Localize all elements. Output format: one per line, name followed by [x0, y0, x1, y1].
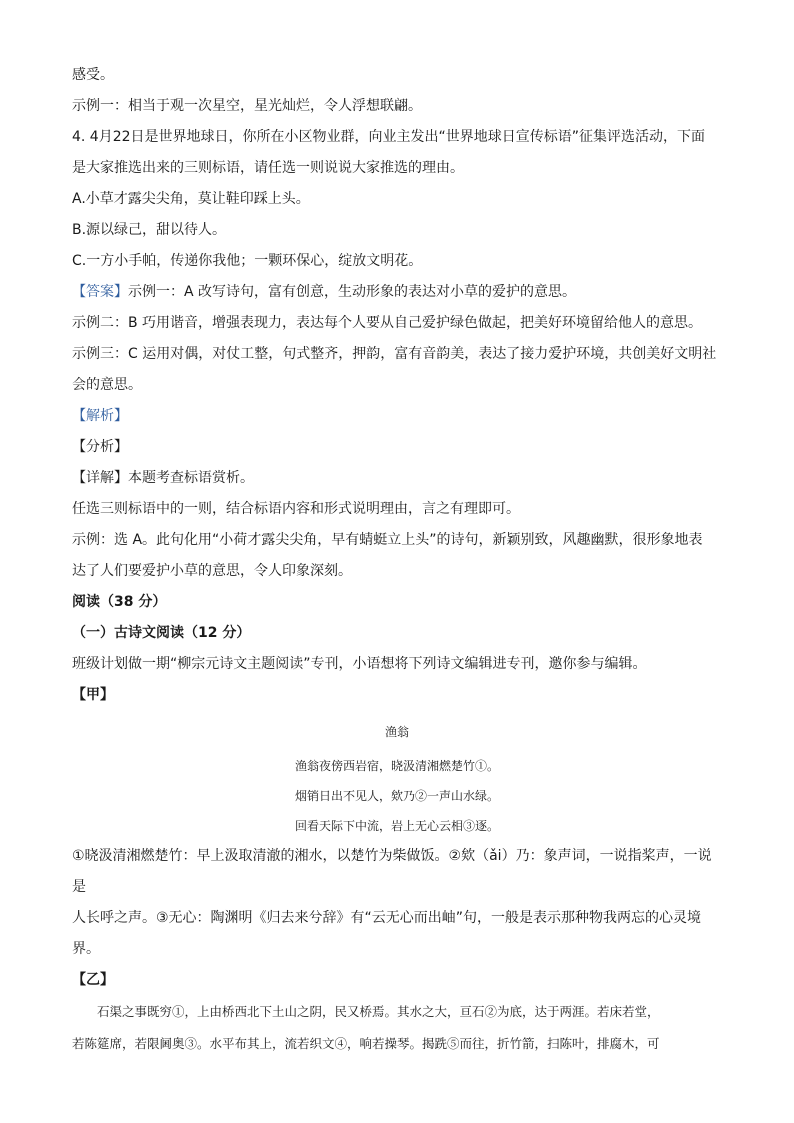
- poem-line: 渔翁夜傍西岩宿，晓汲清湘燃楚竹①。: [294, 759, 499, 773]
- detail-line: [72, 463, 722, 494]
- answer-line: 示例三：C 运用对偶，对仗工整，句式整齐，押韵，富有音韵美，表达了接力爱护环境，共创美好文明社: [72, 346, 717, 362]
- question-4-line: 4. 4月22日是世界地球日，你所在小区物业群，向业主发出“世界地球日宣传标语”征集评选活动，下面: [72, 129, 706, 145]
- option-b: B.源以绿己，甜以待人。: [72, 222, 227, 238]
- prose-line: 石渠之事既穷①，上由桥西北下土山之阴，民又桥焉。其水之大，亘石②为底，达于两涯。若床若堂，: [97, 1004, 660, 1019]
- question-4-line: 是大家推选出来的三则标语，请任选一则说说大家推选的理由。: [72, 160, 464, 176]
- detail-line: 达了人们要爱护小草的意思，令人印象深刻。: [72, 563, 352, 579]
- answer-line: 会的意思。: [72, 377, 142, 393]
- answer-text: 示例一：A 改写诗句，富有创意，生动形象的表达对小草的爱护的意思。: [128, 284, 577, 300]
- answer-line: 示例二：B 巧用谐音，增强表现力，表达每个人要从自己爱护绿色做起，把美好环境留给他人的意思。: [72, 315, 703, 331]
- jia-label: 【甲】: [72, 687, 114, 703]
- section-heading: （一）古诗文阅读（12 分）: [72, 625, 251, 641]
- detail-line: 示例：选 A。此句化用“小荷才露尖尖角，早有蜻蜓立上头”的诗句，新颖别致，风趣幽默，很形象地表: [72, 532, 703, 548]
- prose-line: 若陈筵席，若限阃奥③。水平布其上，流若织文④，响若操琴。揭跣⑤而往，折竹箭，扫陈叶，排腐木，可: [72, 1036, 660, 1051]
- fenxi-label: 【分析】: [72, 439, 128, 455]
- analysis-label: 【解析】: [72, 408, 128, 424]
- detail-label: 【详解】: [72, 470, 128, 486]
- answer-line: [72, 277, 722, 308]
- poem-line: 烟销日出不见人，欸乃②一声山水绿。: [294, 789, 499, 803]
- detail-text: 本题考查标语赏析。: [128, 470, 254, 486]
- note-line: ①晓汲清湘燃楚竹：早上汲取清澈的湘水，以楚竹为柴做饭。②欸（ǎi）乃：象声词，一说指桨声，一说是: [72, 848, 712, 895]
- detail-line: 任选三则标语中的一则，结合标语内容和形式说明理由，言之有理即可。: [72, 501, 520, 517]
- poem-line: 回看天际下中流，岩上无心云相③逐。: [294, 819, 499, 833]
- note-line: 界。: [72, 941, 100, 957]
- intro-line: 班级计划做一期“柳宗元诗文主题阅读”专刊，小语想将下列诗文编辑进专刊，邀你参与编辑。: [72, 656, 647, 672]
- answer-label: 【答案】: [72, 284, 128, 300]
- reading-heading: 阅读（38 分）: [72, 594, 167, 610]
- yi-label: 【乙】: [72, 972, 114, 988]
- note-line: 人长呼之声。③无心：陶渊明《归去来兮辞》有“云无心而出岫”句，一般是表示那种物我两忘的心灵境: [72, 910, 702, 926]
- poem-title: 渔翁: [384, 725, 409, 739]
- document-page: [72, 60, 722, 1060]
- option-a: A.小草才露尖尖角，莫让鞋印踩上头。: [72, 191, 310, 207]
- text-line: 感受。: [72, 67, 114, 83]
- text-line: 示例一：相当于观一次星空，星光灿烂，令人浮想联翩。: [72, 98, 422, 114]
- option-c: C.一方小手帕，传递你我他；一颗环保心，绽放文明花。: [72, 253, 423, 269]
